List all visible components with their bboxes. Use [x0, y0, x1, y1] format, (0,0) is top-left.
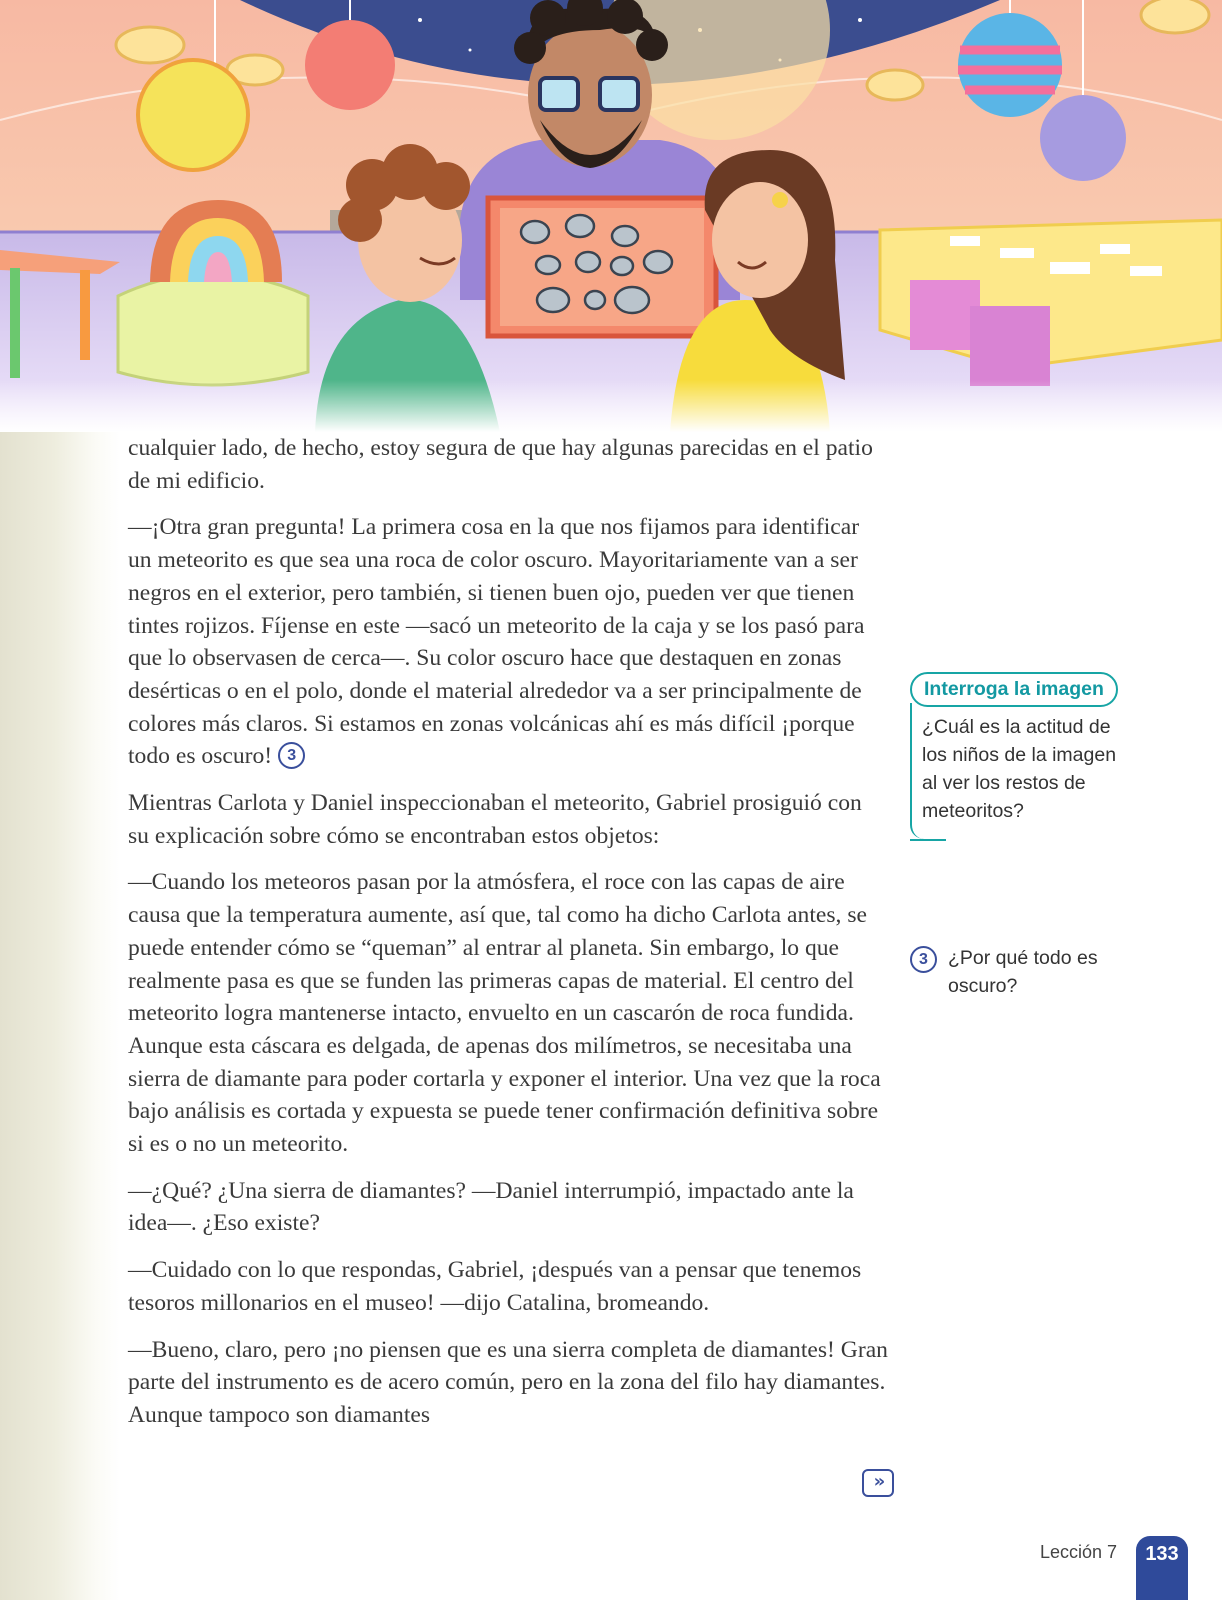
question-number-badge: 3	[910, 946, 937, 973]
sidebox-question: ¿Cuál es la actitud de los niños de la imagen al ver los restos de meteoritos?	[910, 703, 1134, 839]
paragraph-1: cualquier lado, de hecho, estoy segura de que hay algunas parecidas en el patio de mi edificio.	[128, 435, 873, 494]
paragraph-6: —Cuidado con lo que respondas, Gabriel, ¡después van a pensar que tenemos tesoros millonarios en el museo! —dijo Catalina, bromeando.	[128, 1257, 862, 1316]
paragraph-7: —Bueno, claro, pero ¡no piensen que es una sierra completa de diamantes! Gran parte del instrumento es de acero común, pero en la zona del filo hay diamantes. Aunque tampoco son diamantes	[128, 1336, 888, 1428]
paragraph-4: —Cuando los meteoros pasan por la atmósfera, el roce con las capas de aire causa que la temperatura aumente, así que, tal como ha dicho Carlota antes, se puede entender cómo se “queman” al entrar al planeta. Sin embargo, lo que realmente pasa es que se funden las primeras capas de material. El centro del meteorito logra mantenerse intacto, envuelto en un cascarón de roca fundida. Aunque esta cáscara es delgada, de apenas dos milímetros, se necesitaba una sierra de diamante para poder cortarla y exponer el interior. Una vez que la roca bajo análisis es cortada y expuesta se puede tener confirmación definitiva sobre si es o no un meteorito.	[128, 869, 881, 1158]
paragraph-2	[128, 511, 888, 773]
interroga-la-imagen-box	[910, 672, 1134, 839]
sidebox-title: Interroga la imagen	[910, 672, 1118, 707]
story-illustration	[0, 0, 1222, 432]
paragraph-2-text: —¡Otra gran pregunta! La primera cosa en la que nos fijamos para identificar un meteorito es que sea una roca de color oscuro. Mayoritariamente van a ser negros en el exterior, pero también, si tienen buen ojo, pueden ver que tienen tintes rojizos. Fíjense en este —sacó un meteorito de la caja y se los pasó para que lo observasen de cerca—. Su color oscuro hace que destaquen en zonas desérticas o en el polo, donde el material alrededor va a ser principalmente de colores más claros. Si estamos en zonas volcánicas ahí es más difícil ¡porque todo es oscuro!	[128, 514, 865, 770]
paragraph-5: —¿Qué? ¿Una sierra de diamantes? —Daniel interrumpió, impactado ante la idea—. ¿Eso existe?	[128, 1177, 854, 1237]
double-chevron-right-icon[interactable]: »	[862, 1469, 894, 1497]
paragraph-3: Mientras Carlota y Daniel inspeccionaban el meteorito, Gabriel prosiguió con su explicación sobre cómo se encontraban estos objetos:	[128, 790, 862, 849]
page-number: 133	[1136, 1536, 1188, 1600]
lesson-label: Lección 7	[1040, 1542, 1118, 1562]
reference-marker-3: 3	[278, 742, 305, 769]
question-text: ¿Por qué todo es oscuro?	[948, 947, 1098, 997]
margin-question-3	[910, 944, 1130, 1000]
story-body-text	[128, 432, 888, 1446]
